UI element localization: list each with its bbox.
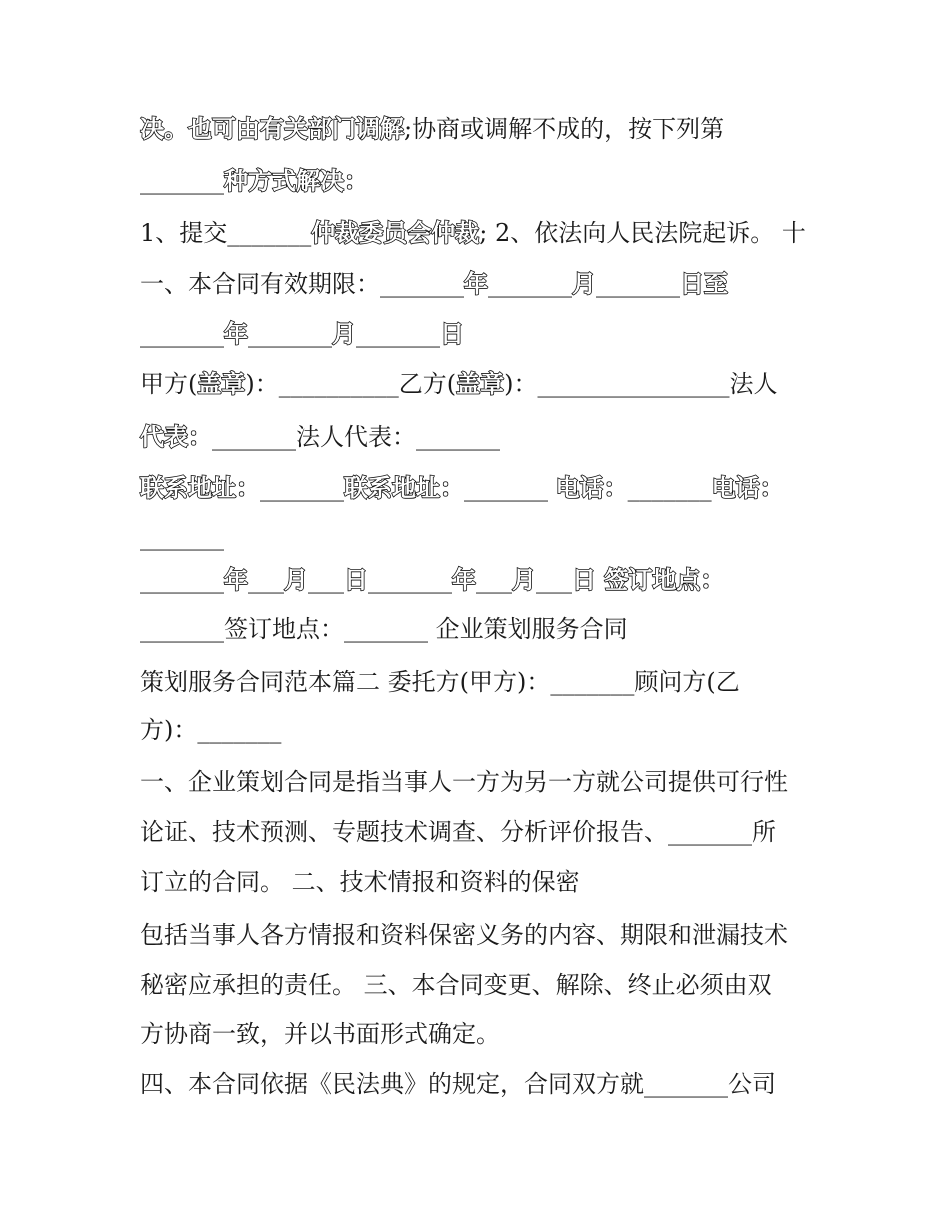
body-text: _______ — [248, 320, 332, 348]
body-text: _______ — [356, 320, 440, 348]
outlined-text: 日 — [344, 565, 368, 594]
body-text: ___ — [248, 566, 284, 594]
body-text: 秘密应承担的责任。 三、本合同变更、解除、终止必须由双 — [140, 971, 772, 999]
outlined-text: 电话： — [555, 473, 628, 502]
body-text: _______签订地点：_______ 企业策划服务合同 — [140, 615, 628, 643]
body-text: _______ — [260, 474, 344, 502]
body-text: 策划服务合同范本篇二 委托方(甲方)：_______顾问方(乙 — [140, 668, 740, 696]
body-text: _______ — [368, 566, 452, 594]
body-text: _______ — [488, 270, 572, 298]
outlined-text: 月 — [512, 565, 536, 594]
text-line — [140, 866, 580, 898]
outlined-text: 月 — [284, 565, 308, 594]
outlined-text: 仲裁委员会仲裁 — [311, 218, 480, 247]
text-line — [140, 714, 281, 746]
body-text: )：________________法人 — [504, 370, 778, 398]
text-line — [140, 766, 788, 798]
text-line — [140, 1068, 776, 1100]
text-line — [140, 268, 728, 300]
text-line — [140, 919, 788, 951]
text-line — [140, 666, 740, 698]
text-line — [140, 217, 806, 249]
outlined-text: 种方式解决： — [224, 166, 368, 195]
text-line — [140, 472, 784, 504]
body-text: _______ — [140, 320, 224, 348]
body-text: _______ — [464, 474, 556, 502]
text-line — [140, 1018, 500, 1050]
outlined-text: 电话： — [711, 473, 784, 502]
outlined-text: 年 — [452, 565, 476, 594]
outlined-text: 盖章 — [197, 369, 246, 398]
body-text: 包括当事人各方情报和资料保密义务的内容、期限和泄漏技术 — [140, 921, 788, 949]
body-text: ___ — [536, 566, 572, 594]
body-text: 方)：_______ — [140, 716, 282, 744]
text-line — [140, 113, 724, 145]
body-text: 论证、技术预测、专题技术调查、分析评价报告、_______所 — [140, 818, 776, 846]
body-text: 一、本合同有效期限：_______ — [140, 270, 464, 298]
text-line — [140, 318, 464, 350]
body-text: 甲方( — [140, 370, 198, 398]
outlined-text: 月 — [572, 269, 596, 298]
body-text: _______ — [140, 167, 224, 195]
outlined-text: 联系地址： — [140, 473, 260, 502]
body-text: _______ — [140, 523, 224, 551]
body-text: 1、提交_______ — [140, 219, 312, 247]
body-text: ___ — [308, 566, 344, 594]
body-text: _______ — [140, 566, 224, 594]
body-text: _______ — [596, 270, 680, 298]
outlined-text: 年 — [464, 269, 488, 298]
body-text: 四、本合同依据《民法典》的规定，合同双方就_______公司 — [140, 1070, 776, 1098]
body-text: ;协商或调解不成的，按下列第 — [404, 115, 725, 143]
text-line — [140, 816, 776, 848]
body-text: ___ — [476, 566, 512, 594]
text-line — [140, 368, 777, 400]
outlined-text: 日 签订地点： — [572, 565, 725, 594]
outlined-text: 月 — [332, 319, 356, 348]
body-text: 一、企业策划合同是指当事人一方为另一方就公司提供可行性 — [140, 768, 788, 796]
text-line — [140, 969, 772, 1001]
body-text: _______法人代表：_______ — [212, 423, 500, 451]
outlined-text: 日 — [440, 319, 464, 348]
body-text: 方协商一致，并以书面形式确定。 — [140, 1020, 500, 1048]
text-line — [140, 165, 368, 197]
text-line — [140, 421, 500, 453]
outlined-text: 联系地址： — [344, 473, 464, 502]
body-text: )：__________乙方( — [245, 370, 457, 398]
text-line — [140, 564, 724, 596]
outlined-text: 年 — [224, 319, 248, 348]
text-line — [140, 521, 224, 553]
body-text: ; 2、依法向人民法院起诉。 十 — [479, 219, 806, 247]
outlined-text: 决。也可由有关部门调解 — [140, 114, 404, 143]
outlined-text: 年 — [224, 565, 248, 594]
outlined-text: 日至 — [680, 269, 728, 298]
text-line — [140, 613, 628, 645]
body-text: 订立的合同。 二、技术情报和资料的保密 — [140, 868, 580, 896]
body-text: _______ — [627, 474, 712, 502]
outlined-text: 盖章 — [456, 369, 505, 398]
outlined-text: 代表： — [140, 422, 212, 451]
